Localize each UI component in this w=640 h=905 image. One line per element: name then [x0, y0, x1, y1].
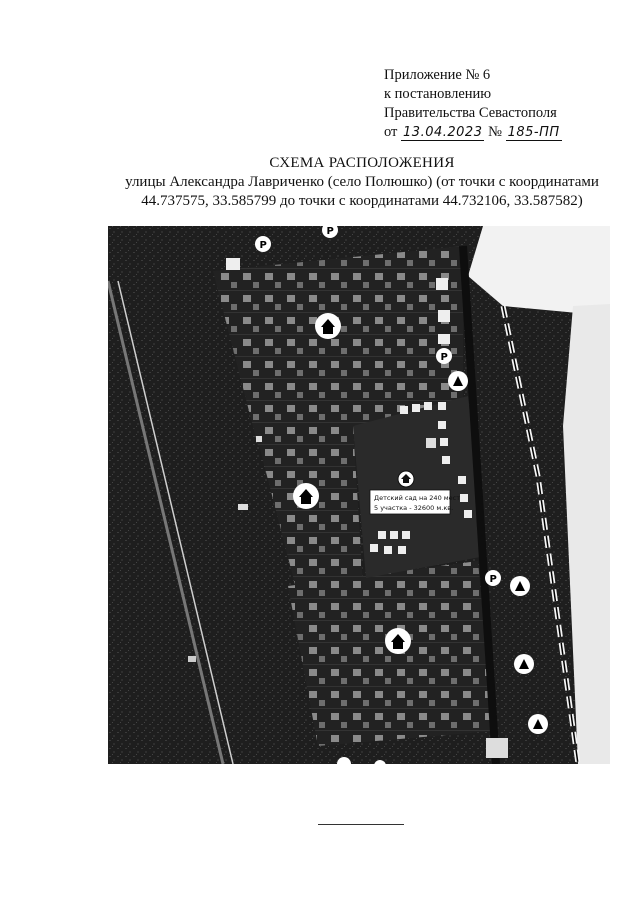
sports-icon [514, 654, 534, 674]
sign-icon [438, 334, 450, 344]
resolution-number: 185-ПП [507, 125, 560, 140]
map-marker [188, 656, 196, 662]
appendix-date-line [384, 123, 562, 142]
home-icon [315, 313, 341, 339]
plot-block-south [288, 561, 493, 746]
map-marker [238, 504, 248, 510]
page-footer-rule [318, 824, 404, 825]
kindergarten-label-line1: Детский сад на 240 мест [374, 494, 461, 502]
date-prefix: от [384, 124, 398, 140]
appendix-block [384, 66, 562, 142]
sign-icon [436, 278, 448, 290]
aerial-map-image [108, 226, 610, 764]
home-icon [385, 628, 411, 654]
home-icon [293, 483, 319, 509]
kindergarten-label-line2: 5 участка - 32600 м.кв. [374, 504, 454, 512]
sports-icon [528, 714, 548, 734]
title-street-line: улицы Александра Лавриченко (село Полюшко) (от точки с координатами [125, 174, 599, 190]
parking-icon [436, 348, 452, 364]
svg-text:P: P [489, 574, 497, 585]
appendix-reference: к постановлению [384, 86, 492, 102]
parking-icon [485, 570, 501, 586]
appendix-number: Приложение № 6 [384, 67, 491, 83]
sign-icon [486, 738, 508, 758]
document-title [100, 154, 624, 211]
number-prefix: № [488, 124, 502, 140]
sign-icon [438, 310, 450, 322]
kindergarten-icon [398, 471, 414, 487]
resolution-date: 13.04.2023 [403, 125, 483, 140]
title-coordinates-line: 44.737575, 33.585799 до точки с координатами 44.732106, 33.587582) [141, 193, 583, 209]
parking-icon [255, 236, 271, 252]
svg-text:P: P [326, 226, 334, 237]
map-marker [256, 436, 262, 442]
svg-text:P: P [259, 240, 267, 251]
sign-icon [226, 258, 240, 270]
svg-text:P: P [440, 352, 448, 363]
location-map [108, 226, 610, 764]
sports-icon [510, 576, 530, 596]
title-heading: СХЕМА РАСПОЛОЖЕНИЯ [269, 155, 455, 171]
appendix-authority: Правительства Севастополя [384, 105, 557, 121]
kindergarten-label [370, 490, 460, 514]
sports-icon [448, 371, 468, 391]
